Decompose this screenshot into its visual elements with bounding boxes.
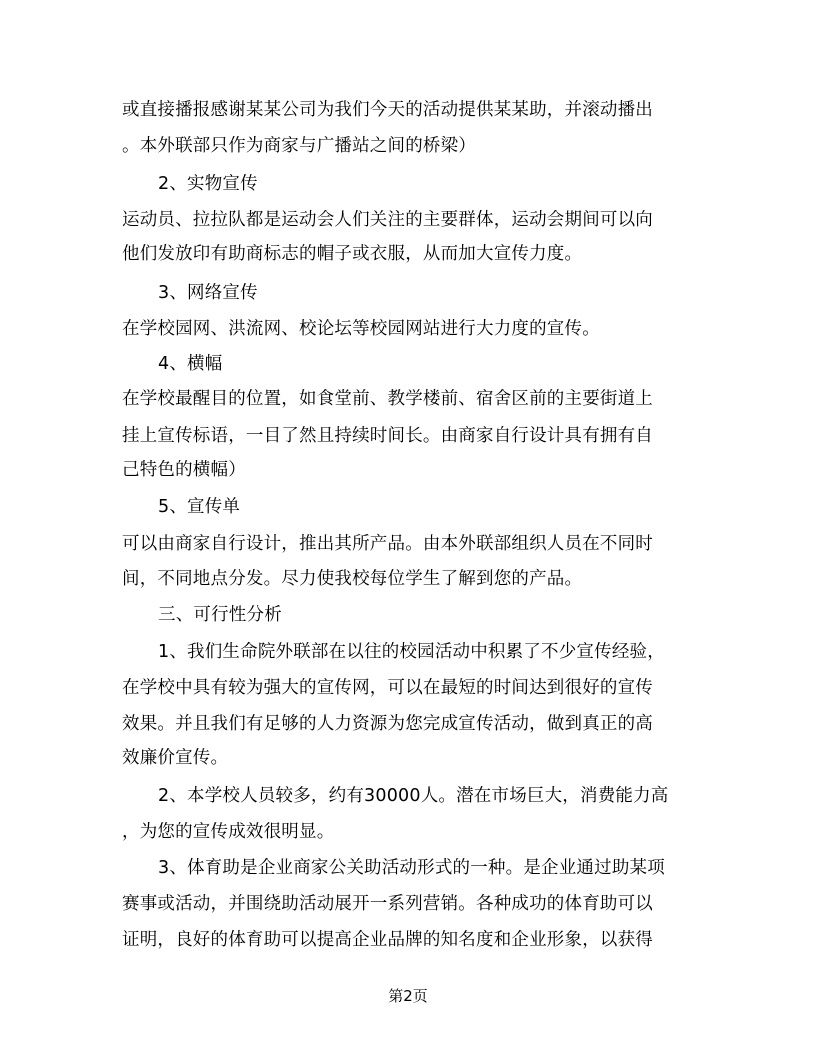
body-text-line: 或直接播报感谢某某公司为我们今天的活动提供某某助，并滚动播出	[122, 100, 653, 120]
body-text-line: 证明，良好的体育助可以提高企业品牌的知名度和企业形象，以获得	[122, 930, 653, 950]
body-text-line: 1、我们生命院外联部在以往的校园活动中积累了不少宣传经验，	[158, 642, 665, 662]
body-text-line: 效廉价宣传。	[122, 748, 229, 768]
body-text-line: 挂上宣传标语，一目了然且持续时间长。由商家自行设计具有拥有自	[122, 426, 653, 446]
body-text-line: 可以由商家自行设计，推出其所产品。由本外联部组织人员在不同时	[122, 534, 653, 554]
body-text-line: 效果。并且我们有足够的人力资源为您完成宣传活动，做到真正的高	[122, 714, 653, 734]
body-text-line: 他们发放印有助商标志的帽子或衣服，从而加大宣传力度。	[122, 244, 583, 264]
body-text-line: ，为您的宣传成效很明显。	[122, 822, 335, 842]
body-text-line: 2、本学校人员较多，约有30000人。潜在市场巨大，消费能力高	[158, 786, 669, 806]
section-heading: 三、可行性分析	[158, 605, 282, 625]
body-text-line: 在学校园网、洪流网、校论坛等校园网站进行大力度的宣传。	[122, 319, 600, 339]
body-text-line: 在学校中具有较为强大的宣传网，可以在最短的时间达到很好的宣传	[122, 678, 653, 698]
body-text-line: 。本外联部只作为商家与广播站之间的桥梁）	[122, 136, 476, 156]
section-heading: 2、实物宣传	[158, 174, 258, 194]
body-text-line: 赛事或活动，并围绕助活动展开一系列营销。各种成功的体育助可以	[122, 894, 653, 914]
section-heading: 5、宣传单	[158, 497, 241, 517]
body-text-line: 在学校最醒目的位置，如食堂前、教学楼前、宿舍区前的主要街道上	[122, 389, 653, 409]
body-text-line: 己特色的横幅）	[122, 460, 246, 480]
body-text-line: 间，不同地点分发。尽力使我校每位学生了解到您的产品。	[122, 569, 583, 589]
section-heading: 4、横幅	[158, 354, 223, 374]
body-text-line: 运动员、拉拉队都是运动会人们关注的主要群体，运动会期间可以向	[122, 210, 653, 230]
body-text-line: 3、体育助是企业商家公关助活动形式的一种。是企业通过助某项	[158, 858, 665, 878]
section-heading: 3、网络宣传	[158, 283, 258, 303]
page-number: 第2页	[388, 987, 428, 1005]
